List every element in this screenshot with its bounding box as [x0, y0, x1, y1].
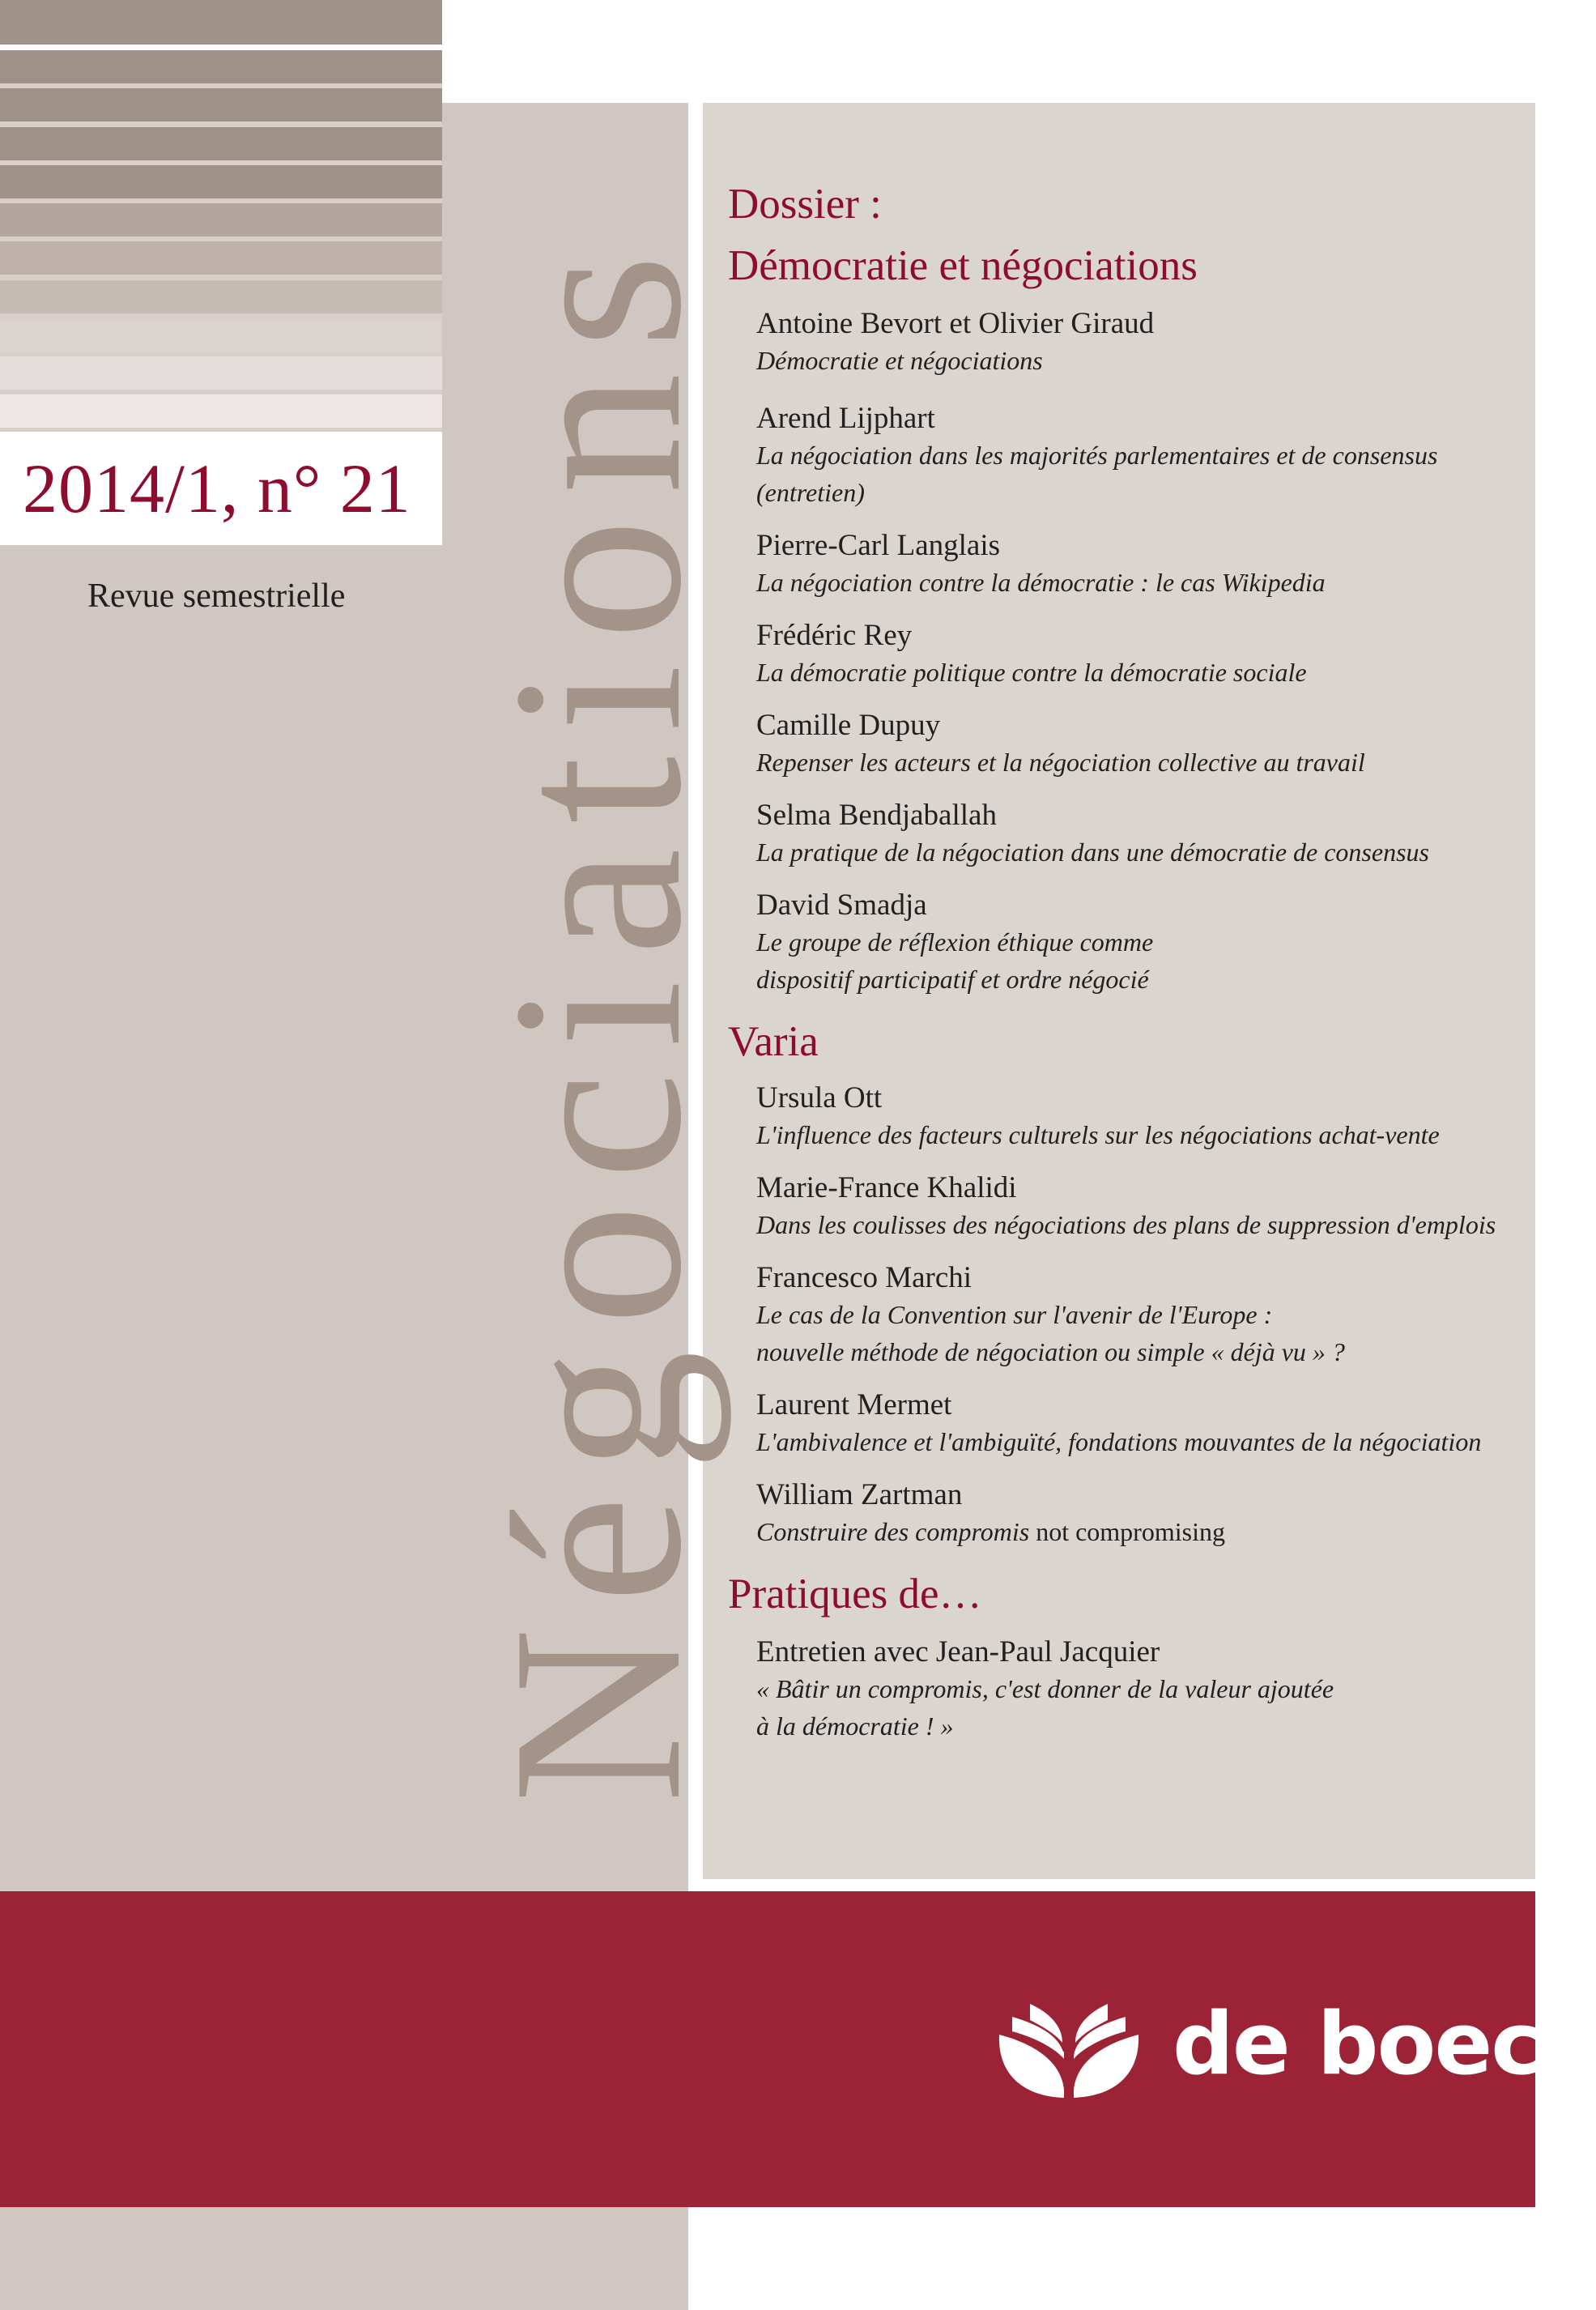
article-title-italic: Construire des compromis — [756, 1517, 1030, 1546]
article-title: La négociation contre la démocratie : le cas Wikipedia — [756, 568, 1326, 597]
stripe — [0, 280, 442, 313]
article-author: Ursula Ott — [756, 1081, 883, 1115]
article-entry — [756, 306, 1526, 379]
article-title: La pratique de la négociation dans une démocratie de consensus — [756, 837, 1429, 867]
stripe — [0, 88, 442, 121]
article-author: Camille Dupuy — [756, 709, 941, 742]
article-title: Dans les coulisses des négociations des plans de suppression d'emplois — [756, 1210, 1496, 1239]
stripe — [0, 165, 442, 198]
article-entry — [756, 618, 1526, 691]
article-title-line2: dispositif participatif et ordre négocié — [756, 965, 1149, 994]
article-title-line2: nouvelle méthode de négociation ou simple « déjà vu » ? — [756, 1337, 1345, 1366]
stripe — [0, 356, 442, 390]
article-title: « Bâtir un compromis, c'est donner de la valeur ajoutée — [756, 1674, 1334, 1703]
stripe — [0, 50, 442, 83]
article-author: Antoine Bevort et Olivier Giraud — [756, 307, 1155, 340]
article-author: Marie-France Khalidi — [756, 1171, 1017, 1204]
article-title: Repenser les acteurs et la négociation collective au travail — [756, 748, 1365, 777]
article-title: La négociation dans les majorités parlementaires et de consensus (entretien) — [756, 441, 1438, 507]
stripe-gap — [0, 45, 442, 50]
article-author: Francesco Marchi — [756, 1261, 972, 1294]
article-title: Le cas de la Convention sur l'avenir de l'Europe : — [756, 1300, 1273, 1329]
article-title-line2: à la démocratie ! » — [756, 1711, 954, 1741]
stripe — [0, 241, 442, 275]
article-entry — [756, 1080, 1526, 1153]
article-title: La démocratie politique contre la démocratie sociale — [756, 658, 1307, 687]
article-author: Entretien avec Jean-Paul Jacquier — [756, 1635, 1160, 1669]
section-heading-varia: Varia — [728, 1018, 819, 1065]
article-entry — [756, 1634, 1526, 1745]
article-title: L'influence des facteurs culturels sur les négociations achat-vente — [756, 1120, 1440, 1149]
article-author: Frédéric Rey — [756, 619, 913, 652]
decorative-stripes — [0, 0, 442, 432]
article-entry — [756, 401, 1526, 511]
article-author: Arend Lijphart — [756, 402, 935, 435]
article-title: Démocratie et négociations — [756, 346, 1043, 375]
article-author: David Smadja — [756, 889, 927, 922]
article-entry — [756, 1170, 1526, 1243]
article-entry — [756, 798, 1526, 871]
article-title — [756, 1513, 1526, 1550]
article-author: Selma Bendjaballah — [756, 799, 997, 832]
article-entry — [756, 1260, 1526, 1370]
article-entry — [756, 708, 1526, 781]
issue-box — [0, 432, 442, 545]
stripe — [0, 394, 442, 428]
subtitle: Revue semestrielle — [87, 578, 346, 615]
publisher-name: de boeck — [1173, 1994, 1596, 2094]
article-title: L'ambivalence et l'ambiguïté, fondations mouvantes de la négociation — [756, 1427, 1482, 1456]
article-author: William Zartman — [756, 1478, 963, 1511]
stripe — [0, 0, 442, 45]
article-author: Laurent Mermet — [756, 1388, 952, 1421]
stripe — [0, 203, 442, 237]
section-heading-pratiques: Pratiques de… — [728, 1571, 982, 1617]
article-entry — [756, 1477, 1526, 1550]
journal-title: Négociations — [462, 229, 731, 1804]
issue-number: 2014/1, n° 21 — [23, 450, 411, 527]
section-heading-theme: Démocratie et négociations — [728, 242, 1198, 289]
stripe — [0, 127, 442, 160]
article-entry — [756, 528, 1526, 601]
stripe — [0, 318, 442, 352]
article-title-roman: not compromising — [1029, 1517, 1225, 1546]
section-heading-dossier: Dossier : — [728, 181, 882, 228]
article-entry — [756, 1387, 1526, 1460]
leaf-logo-icon — [998, 2001, 1140, 2098]
article-author: Pierre-Carl Langlais — [756, 529, 1001, 562]
article-title: Le groupe de réflexion éthique comme — [756, 927, 1154, 957]
article-entry — [756, 888, 1526, 998]
